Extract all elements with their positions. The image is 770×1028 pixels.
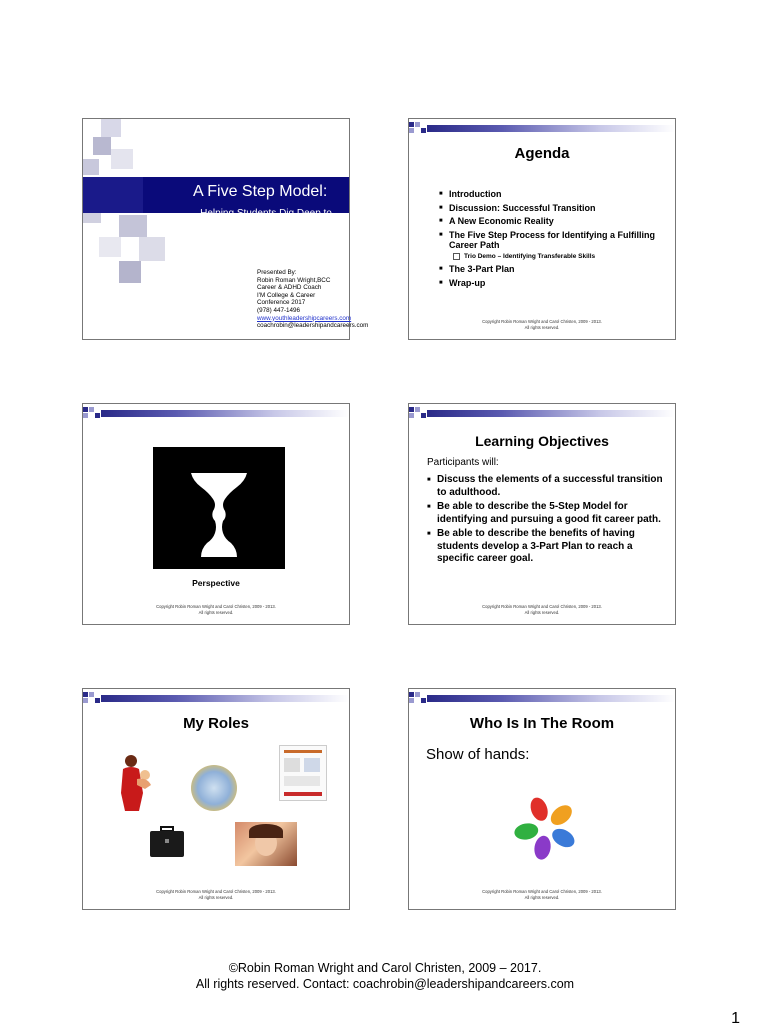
presenter-block: [257, 269, 368, 330]
presenter-line: Career & ADHD Coach: [257, 284, 322, 292]
slide-learning-objectives: [408, 403, 676, 625]
slide-subtitle: Show of hands:: [426, 746, 530, 763]
copyright-note: [83, 604, 349, 616]
slide-perspective: [82, 403, 350, 625]
slide-header-bar: [409, 692, 675, 704]
page-number: 1: [731, 1010, 740, 1027]
slide-title: A Five Step Model:: [193, 183, 328, 200]
presenter-line: I'M College & Career: [257, 291, 316, 299]
briefcase-icon: [147, 821, 187, 861]
list-item: ■ Discussion: Successful Transition: [439, 203, 669, 214]
copyright-note: [409, 319, 675, 331]
presenter-link[interactable]: www.youthleadershipcareers.com: [257, 314, 352, 322]
poster-clipart: [279, 745, 327, 801]
slide-title: My Roles: [183, 715, 249, 732]
mother-child-clipart: [117, 753, 157, 813]
copyright-line: Copyright Robin Roman Wright and Carol Christen, 2009 - 2013.: [482, 319, 602, 324]
slide-who-is-in-the-room: [408, 688, 676, 910]
agenda-list: [439, 189, 669, 251]
image-caption: Perspective: [192, 578, 240, 588]
slide-title: Agenda: [514, 145, 570, 162]
slide-header-bar: [83, 692, 349, 704]
rubin-vase-image: [153, 447, 285, 569]
presenter-email: coachrobin@leadershipandcareers.com: [257, 322, 369, 330]
presenter-line: (978) 447-1496: [257, 306, 301, 314]
copyright-line: All rights reserved.: [524, 610, 560, 615]
slide-title: Learning Objectives: [475, 433, 609, 449]
slide-title: Who Is In The Room: [469, 715, 615, 732]
slide-my-roles: [82, 688, 350, 910]
group-circle-clipart: [191, 765, 237, 811]
copyright-line: All rights reserved.: [198, 610, 234, 615]
slide-title-page: [82, 118, 369, 340]
slide-header-bar: [83, 407, 349, 419]
colorful-hands-icon: [511, 793, 581, 863]
slide-header-bar: [409, 122, 675, 134]
objectives-list: [427, 474, 667, 566]
copyright-line: Copyright Robin Roman Wright and Carol Christen, 2009 - 2013.: [156, 604, 276, 609]
footer-line: ©Robin Roman Wright and Carol Christen, 2009 – 2017.: [228, 961, 542, 975]
copyright-line: All rights reserved.: [198, 895, 234, 900]
checkbox-bullet-icon: [453, 253, 460, 260]
slide-subtitle: Helping Students Dig Deep to Understand Their Options and Develop Career Goals: [199, 208, 333, 245]
list-item: ■ Be able to describe the benefits of having students develop a 3-Part Plan to reach a specific career goal.: [427, 528, 667, 566]
footer-line: All rights reserved. Contact: coachrobin@leadershipandcareers.com: [195, 977, 575, 991]
list-item: ■ The 3-Part Plan: [439, 264, 669, 275]
agenda-list-2: [439, 264, 669, 288]
copyright-line: Copyright Robin Roman Wright and Carol Christen, 2009 - 2013.: [482, 604, 602, 609]
presenter-line: Conference 2017: [257, 299, 306, 307]
copyright-note: [83, 889, 349, 901]
copyright-line: Copyright Robin Roman Wright and Carol Christen, 2009 - 2013.: [482, 889, 602, 894]
list-item: ■ The Five Step Process for Identifying a Fulfilling Career Path: [439, 230, 669, 251]
list-item: ■ Be able to describe the 5-Step Model for identifying and pursuing a good fit career path.: [427, 501, 667, 526]
presenter-line: Robin Roman Wright,BCC: [257, 276, 331, 284]
slide-header-bar: [409, 407, 675, 419]
sub-item-label: Trio Demo – Identifying Transferable Skills: [464, 253, 596, 261]
copyright-note: [409, 604, 675, 616]
sub-list-item: [453, 253, 595, 260]
copyright-line: All rights reserved.: [524, 325, 560, 330]
intro-text: Participants will:: [427, 457, 499, 468]
person-photo: [235, 822, 297, 866]
copyright-line: All rights reserved.: [524, 895, 560, 900]
page-footer: [0, 960, 770, 992]
presenter-line: Presented By:: [257, 269, 297, 276]
list-item: ■ A New Economic Reality: [439, 216, 669, 227]
list-item: ■ Discuss the elements of a successful transition to adulthood.: [427, 474, 667, 499]
list-item: ■ Introduction: [439, 189, 669, 200]
slide-agenda: [408, 118, 676, 340]
title-band-left: [83, 177, 143, 213]
copyright-note: [409, 889, 675, 901]
list-item: ■ Wrap-up: [439, 278, 669, 289]
copyright-line: Copyright Robin Roman Wright and Carol Christen, 2009 - 2013.: [156, 889, 276, 894]
